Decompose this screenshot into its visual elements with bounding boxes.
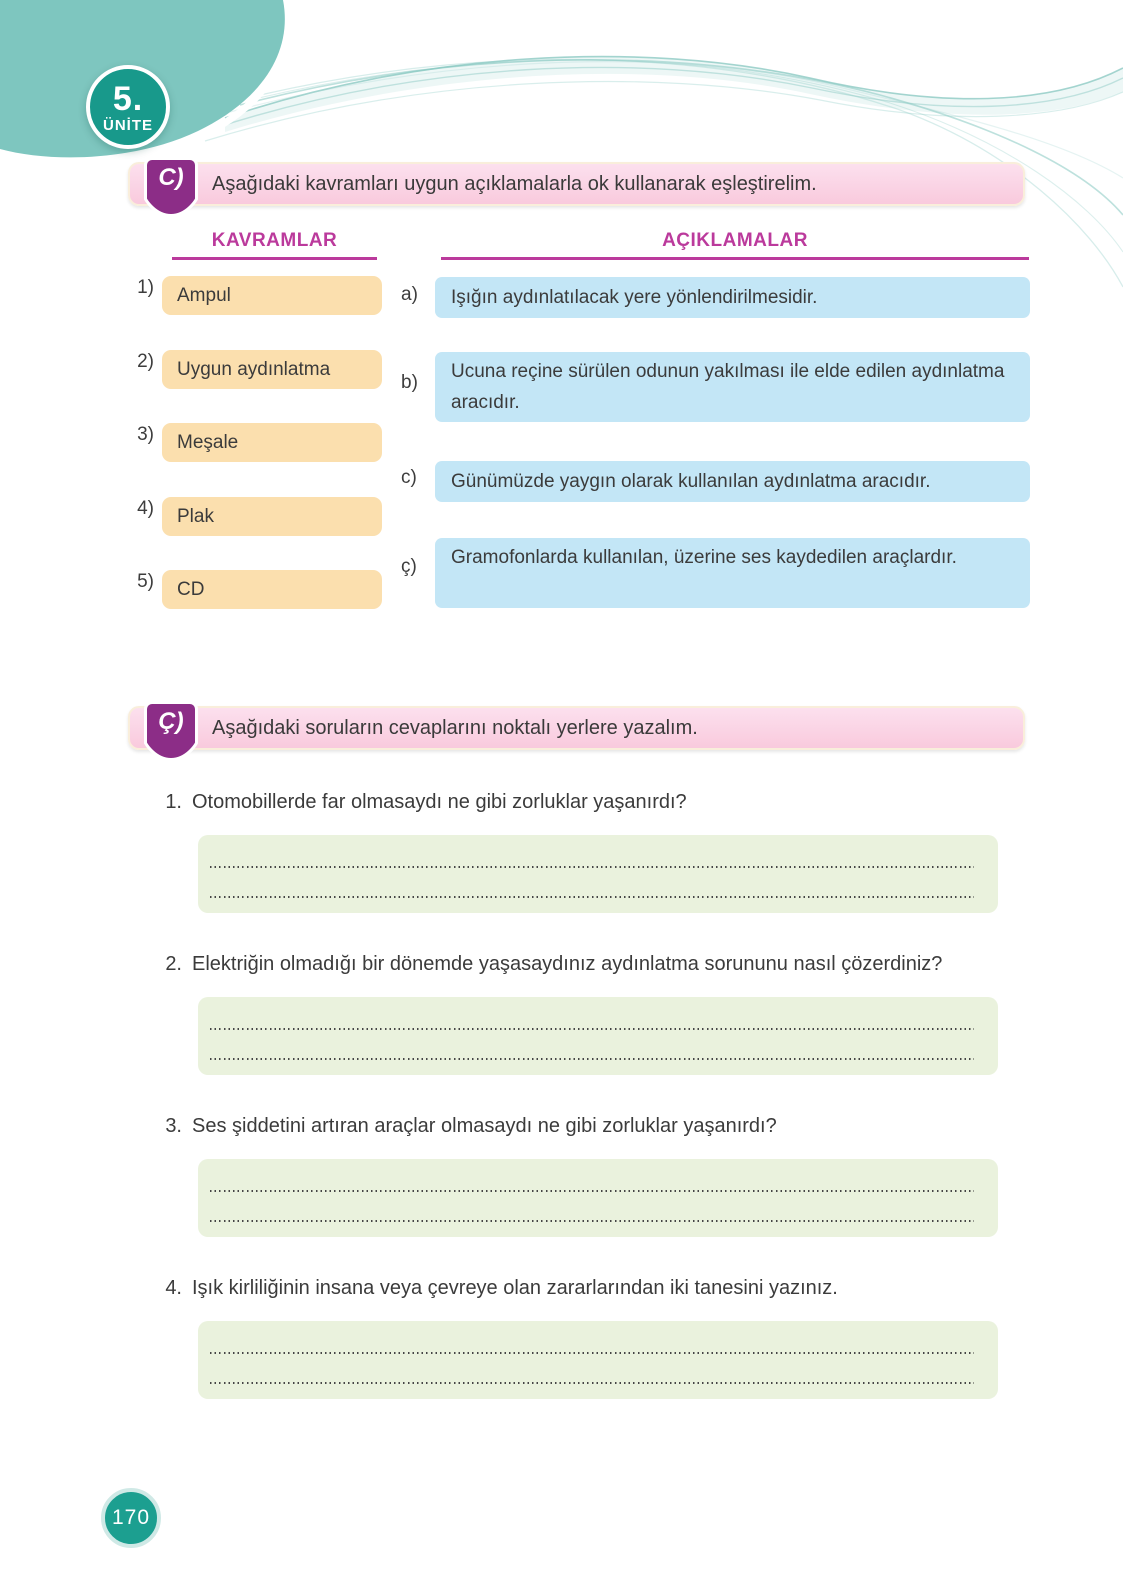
concept-number: 1) bbox=[137, 277, 154, 298]
question-text: Işık kirliliğinin insana veya çevreye olan zararlarından iki tanesini yazınız. bbox=[192, 1277, 838, 1299]
concepts-column-header: KAVRAMLAR bbox=[172, 230, 377, 260]
explanation-box-a[interactable]: Işığın aydınlatılacak yere yönlendirilmesidir. bbox=[435, 277, 1030, 318]
section-cedilla-title: Aşağıdaki soruların cevaplarını noktalı yerlere yazalım. bbox=[212, 717, 698, 739]
explanation-letter: a) bbox=[401, 284, 418, 305]
page-number-badge bbox=[101, 1488, 161, 1548]
question-number: 3. bbox=[165, 1115, 182, 1137]
answer-box-q4[interactable] bbox=[198, 1321, 998, 1399]
concept-number: 3) bbox=[137, 424, 154, 445]
concept-number: 2) bbox=[137, 351, 154, 372]
explanation-box-b[interactable]: Ucuna reçine sürülen odunun yakılması ile elde edilen aydınlatma aracıdır. bbox=[435, 352, 1030, 422]
answer-line bbox=[210, 896, 974, 898]
answer-line bbox=[210, 866, 974, 868]
question-number: 1. bbox=[165, 791, 182, 813]
concept-box-plak[interactable]: Plak bbox=[162, 497, 382, 536]
explanation-box-cedilla[interactable]: Gramofonlarda kullanılan, üzerine ses kaydedilen araçlardır. bbox=[435, 538, 1030, 608]
answer-line bbox=[210, 1028, 974, 1030]
answer-box-q3[interactable] bbox=[198, 1159, 998, 1237]
section-c-title: Aşağıdaki kavramları uygun açıklamalarla ok kullanarak eşleştirelim. bbox=[212, 173, 817, 195]
question-text: Elektriğin olmadığı bir dönemde yaşasaydınız aydınlatma sorununu nasıl çözerdiniz? bbox=[192, 953, 943, 975]
answer-line bbox=[210, 1190, 974, 1192]
concept-number: 4) bbox=[137, 498, 154, 519]
question-text: Otomobillerde far olmasaydı ne gibi zorluklar yaşanırdı? bbox=[192, 791, 687, 813]
section-c-badge-label: C) bbox=[158, 164, 184, 191]
section-cedilla-banner bbox=[128, 706, 1025, 750]
section-cedilla-badge-label: Ç) bbox=[158, 708, 184, 735]
explanation-box-c[interactable]: Günümüzde yaygın olarak kullanılan aydınlatma aracıdır. bbox=[435, 461, 1030, 502]
explanation-letter: b) bbox=[401, 372, 418, 393]
page-number: 170 bbox=[111, 1506, 151, 1529]
section-c-banner bbox=[128, 162, 1025, 206]
question-text: Ses şiddetini artıran araçlar olmasaydı ne gibi zorluklar yaşanırdı? bbox=[192, 1115, 777, 1137]
concept-number: 5) bbox=[137, 571, 154, 592]
question-number: 2. bbox=[165, 953, 182, 975]
unit-badge bbox=[86, 65, 170, 149]
question-number: 4. bbox=[165, 1277, 182, 1299]
answer-line bbox=[210, 1352, 974, 1354]
section-c-badge bbox=[143, 156, 199, 218]
answer-line bbox=[210, 1382, 974, 1384]
unit-number: 5. bbox=[112, 79, 144, 118]
answer-box-q2[interactable] bbox=[198, 997, 998, 1075]
concept-box-uygun-aydinlatma[interactable]: Uygun aydınlatma bbox=[162, 350, 382, 389]
explanation-letter: c) bbox=[401, 467, 417, 488]
unit-label: ÜNİTE bbox=[103, 116, 153, 134]
concept-box-cd[interactable]: CD bbox=[162, 570, 382, 609]
section-cedilla-badge bbox=[143, 700, 199, 762]
explanations-column-header: AÇIKLAMALAR bbox=[441, 230, 1029, 260]
concept-box-ampul[interactable]: Ampul bbox=[162, 276, 382, 315]
explanation-letter: ç) bbox=[401, 556, 417, 577]
answer-line bbox=[210, 1220, 974, 1222]
answer-line bbox=[210, 1058, 974, 1060]
answer-box-q1[interactable] bbox=[198, 835, 998, 913]
concept-box-mesale[interactable]: Meşale bbox=[162, 423, 382, 462]
